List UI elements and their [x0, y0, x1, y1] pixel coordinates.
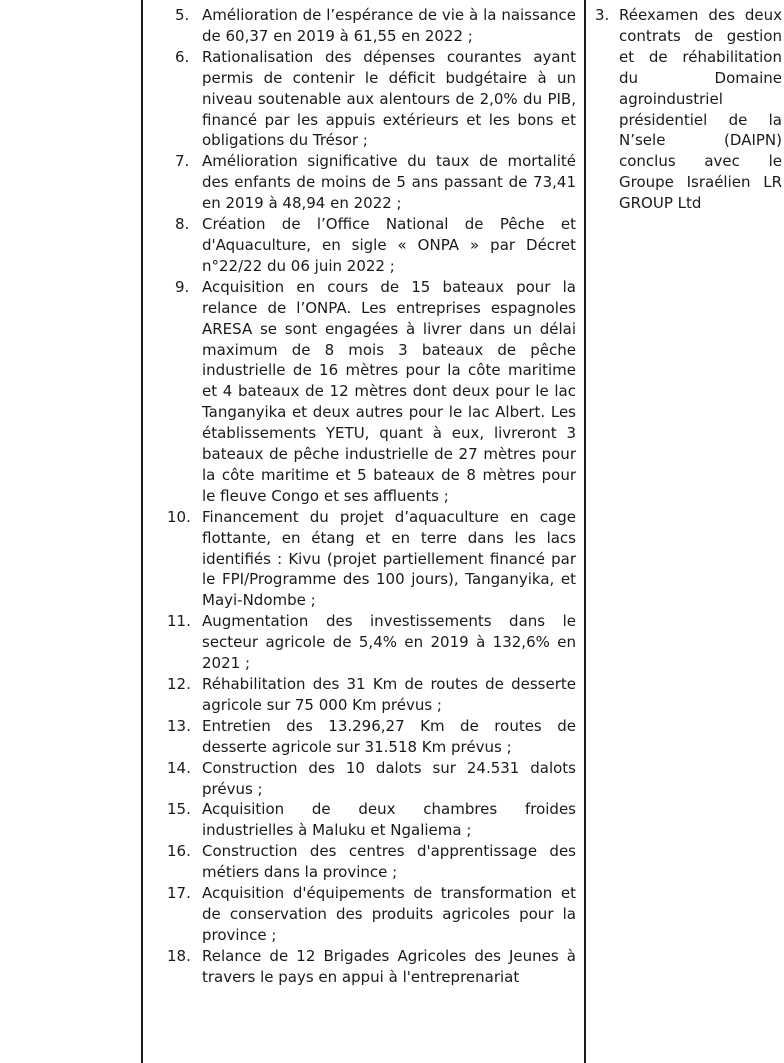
- list-item: [161, 47, 576, 152]
- list-item: [161, 277, 576, 507]
- item-text: Réexamen des deux contrats de gestion et de réhabilitation du Domaine agroindustriel présidentiel de la N’sele (DAIPN) conclus avec le Groupe Israélien LR GROUP Ltd: [619, 6, 782, 213]
- item-text: Amélioration de l’espérance de vie à la naissance de 60,37 en 2019 à 61,55 en 2022 ;: [202, 6, 576, 45]
- achievements-column: [161, 0, 576, 988]
- list-item: [161, 151, 576, 214]
- item-number: 10.: [167, 507, 191, 526]
- item-number: 15.: [167, 800, 191, 819]
- table-border-left: [141, 0, 143, 1063]
- item-number: 18.: [167, 946, 191, 965]
- list-item: [161, 5, 576, 47]
- item-number: 7.: [175, 152, 190, 171]
- list-item: [161, 716, 576, 758]
- list-item: [161, 946, 576, 988]
- table-border-middle: [584, 0, 586, 1063]
- item-number: 9.: [175, 277, 190, 296]
- item-number: 5.: [175, 6, 190, 24]
- item-number: 13.: [167, 716, 191, 735]
- item-text: Acquisition en cours de 15 bateaux pour la relance de l’ONPA. Les entreprises espagnoles ARESA se sont engagées à livrer dans un délai maximum de 8 mois 3 bateaux de pêche industrielle de 16 mètres pour la côte maritime et 4 bateaux de 12 mètres dont deux pour le lac Tanganyika et deux autres pour le lac Albert. Les établissements YETU, quant à eux, livreront 3 bateaux de pêche industrielle de 27 mètres pour la côte maritime et 5 bateaux de 8 mètres pour le fleuve Congo et ses affluents ;: [202, 277, 576, 505]
- list-item: [161, 674, 576, 716]
- item-text: Rationalisation des dépenses courantes ayant permis de contenir le déficit budgétaire à un niveau soutenable aux alentours de 2,0% du PIB, financé par les appuis extérieurs et les bons et obligations du Trésor ;: [202, 47, 576, 150]
- commitments-list: [595, 5, 782, 214]
- item-text: Création de l’Office National de Pêche et d'Aquaculture, en sigle « ONPA » par Décret n°22/22 du 06 juin 2022 ;: [202, 215, 576, 275]
- item-text: Construction des centres d'apprentissage des métiers dans la province ;: [202, 842, 576, 882]
- item-number: 16.: [167, 842, 191, 861]
- item-text: Construction des 10 dalots sur 24.531 dalots prévus ;: [202, 758, 576, 798]
- item-text: Relance de 12 Brigades Agricoles des Jeunes à travers le pays en appui à l'entreprenariat: [202, 946, 576, 986]
- item-number: 6.: [175, 47, 190, 66]
- item-number: 8.: [175, 215, 190, 234]
- item-number: 11.: [167, 612, 191, 631]
- list-item: [161, 507, 576, 612]
- item-text: Réhabilitation des 31 Km de routes de desserte agricole sur 75 000 Km prévus ;: [202, 675, 576, 714]
- item-text: Acquisition d'équipements de transformation et de conservation des produits agricoles pour la province ;: [202, 884, 576, 944]
- list-item: [161, 883, 576, 946]
- item-text: Acquisition de deux chambres froides industrielles à Maluku et Ngaliema ;: [202, 800, 576, 840]
- list-item: [161, 214, 576, 277]
- item-number: 17.: [167, 884, 191, 903]
- list-item: [595, 5, 782, 214]
- item-text: Augmentation des investissements dans le secteur agricole de 5,4% en 2019 à 132,6% en 2021 ;: [202, 612, 576, 673]
- list-item: [161, 758, 576, 800]
- list-item: [161, 841, 576, 883]
- item-number: 3.: [595, 6, 610, 24]
- item-text: Financement du projet d’aquaculture en cage flottante, en étang et en terre dans les lacs identifiés : Kivu (projet partiellement financé par le FPI/Programme des 100 jours), Tanganyika, et Mayi-Ndombe ;: [202, 507, 576, 610]
- item-text: Amélioration significative du taux de mortalité des enfants de moins de 5 ans passant de 73,41 en 2019 à 48,94 en 2022 ;: [202, 152, 576, 213]
- item-number: 14.: [167, 758, 191, 777]
- item-number: 12.: [167, 675, 191, 693]
- list-item: [161, 799, 576, 841]
- item-text: Entretien des 13.296,27 Km de routes de desserte agricole sur 31.518 Km prévus ;: [202, 716, 576, 756]
- commitments-column: [595, 0, 782, 214]
- list-item: [161, 611, 576, 674]
- achievements-list: [161, 5, 576, 988]
